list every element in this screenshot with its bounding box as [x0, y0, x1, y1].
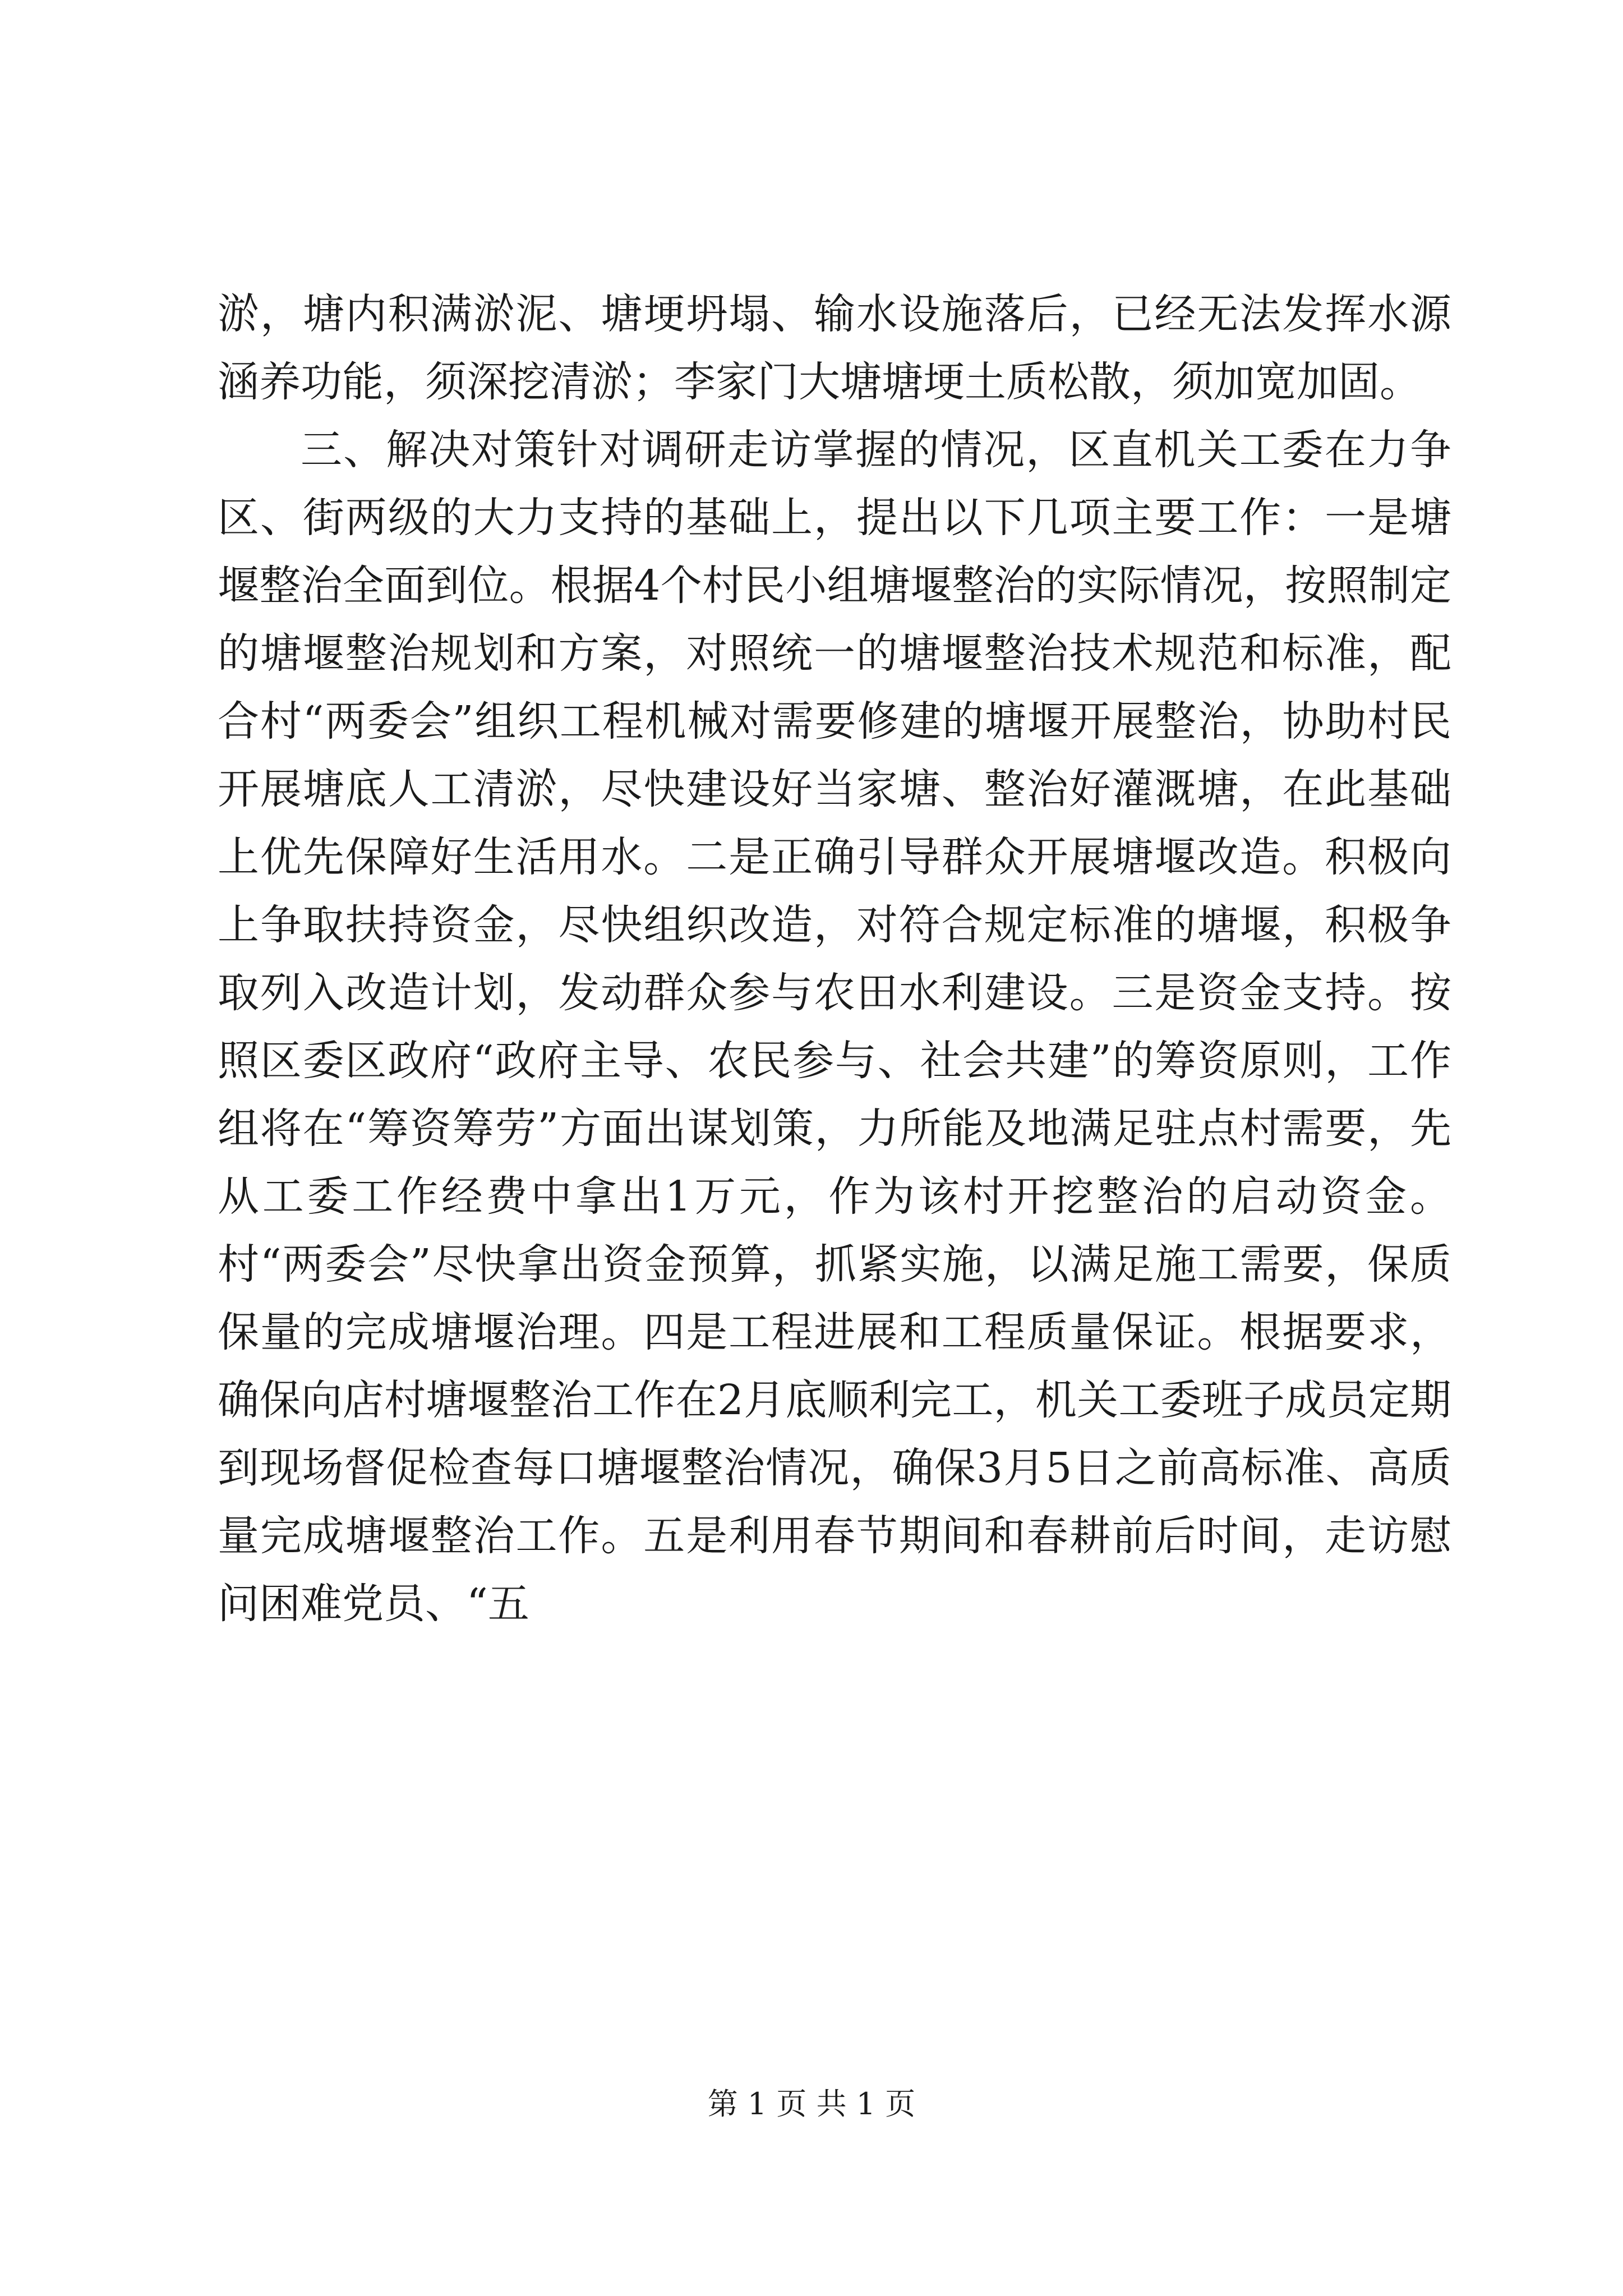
- paragraph-solutions: 三、解决对策针对调研走访掌握的情况，区直机关工委在力争区、街两级的大力支持的基础上，提出以下几项主要工作：一是塘堰整治全面到位。根据4个村民小组塘堰整治的实际情况，按照制定的塘堰整治规划和方案，对照统一的塘堰整治技术规范和标准，配合村“两委会”组织工程机械对需要修建的塘堰开展整治，协助村民开展塘底人工清淤，尽快建设好当家塘、整治好灌溉塘，在此基础上优先保障好生活用水。二是正确引导群众开展塘堰改造。积极向上争取扶持资金，尽快组织改造，对符合规定标准的塘堰，积极争取列入改造计划，发动群众参与农田水利建设。三是资金支持。按照区委区政府“政府主导、农民参与、社会共建”的筹资原则，工作组将在“筹资筹劳”方面出谋划策，力所能及地满足驻点村需要，先从工委工作经费中拿出1万元，作为该村开挖整治的启动资金。村“两委会”尽快拿出资金预算，抓紧实施，以满足施工需要，保质保量的完成塘堰治理。四是工程进展和工程质量保证。根据要求，确保向店村塘堰整治工作在2月底顺利完工，机关工委班子成员定期到现场督促检查每口塘堰整治情况，确保3月5日之前高标准、高质量完成塘堰整治工作。五是利用春节期间和春耕前后时间，走访慰问困难党员、“五: [218, 426, 1451, 1628]
- document-body: [218, 280, 1451, 1638]
- paragraph-continuation: 淤，塘内积满淤泥、塘埂坍塌、输水设施落后，已经无法发挥水源涵养功能，须深挖清淤；李家门大塘塘埂土质松散，须加宽加固。: [218, 290, 1451, 406]
- page-footer: 第 1 页 共 1 页: [707, 2086, 916, 2122]
